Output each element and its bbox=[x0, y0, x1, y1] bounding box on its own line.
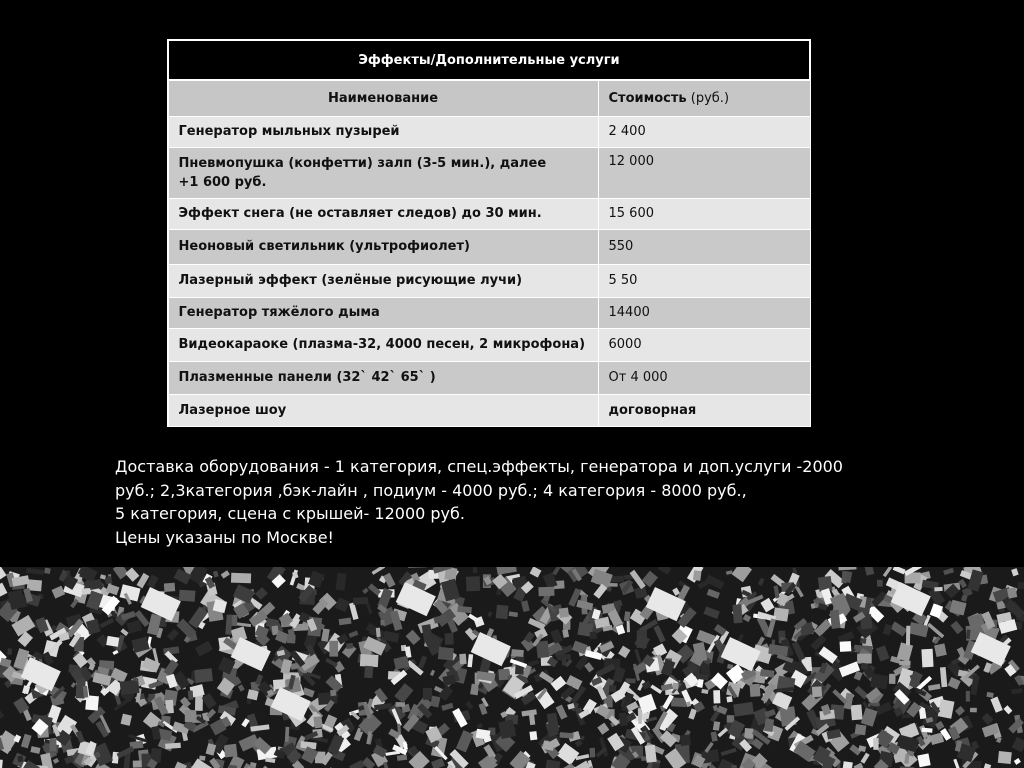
row-cost: 5 50 bbox=[598, 264, 810, 297]
row-cost: 14400 bbox=[598, 297, 810, 328]
price-table bbox=[167, 39, 811, 427]
table-row bbox=[168, 394, 810, 426]
row-name: Плазменные панели (32` 42` 65` ) bbox=[168, 361, 598, 394]
confetti-image bbox=[0, 567, 1024, 768]
notes-line-1: Доставка оборудования - 1 категория, спец.эффекты, генератора и доп.услуги -2000 bbox=[115, 457, 843, 476]
row-name: Пневмопушка (конфетти) залп (3-5 мин.), далее +1 600 руб. bbox=[168, 147, 598, 198]
row-cost: 12 000 bbox=[598, 147, 810, 198]
table-title: Эффекты/Дополнительные услуги bbox=[168, 40, 810, 80]
row-name: Эффект снега (не оставляет следов) до 30 мин. bbox=[168, 198, 598, 229]
table-row bbox=[168, 116, 810, 147]
header-cost bbox=[598, 80, 810, 116]
notes-line-2: руб.; 2,3категория ,бэк-лайн , подиум - 4000 руб.; 4 категория - 8000 руб., bbox=[115, 480, 747, 500]
table-row bbox=[168, 264, 810, 297]
row-cost: 550 bbox=[598, 229, 810, 264]
row-name: Видеокараоке (плазма-32, 4000 песен, 2 микрофона) bbox=[168, 328, 598, 361]
notes-line-3: 5 категория, сцена с крышей- 12000 руб. bbox=[115, 504, 465, 523]
confetti-photo bbox=[0, 567, 1024, 768]
table-row bbox=[168, 328, 810, 361]
header-cost-label: Стоимость bbox=[608, 90, 687, 106]
row-cost: 15 600 bbox=[598, 198, 810, 229]
row-name: Генератор тяжёлого дыма bbox=[168, 297, 598, 328]
row-name: Неоновый светильник (ультрофиолет) bbox=[168, 229, 598, 264]
table-row bbox=[168, 198, 810, 229]
table-row bbox=[168, 229, 810, 264]
row-cost: договорная bbox=[598, 394, 810, 426]
row-cost: 6000 bbox=[598, 328, 810, 361]
table-row bbox=[168, 361, 810, 394]
row-cost: 2 400 bbox=[598, 116, 810, 147]
row-name: Лазерное шоу bbox=[168, 394, 598, 426]
delivery-notes bbox=[115, 455, 915, 549]
table-title-row bbox=[168, 40, 810, 80]
table-row bbox=[168, 297, 810, 328]
row-cost: От 4 000 bbox=[598, 361, 810, 394]
table-header-row bbox=[168, 80, 810, 116]
notes-line-4: Цены указаны по Москве! bbox=[115, 527, 334, 547]
header-cost-unit: (руб.) bbox=[686, 90, 730, 106]
table-row bbox=[168, 147, 810, 198]
row-name: Лазерный эффект (зелёные рисующие лучи) bbox=[168, 264, 598, 297]
header-name: Наименование bbox=[168, 80, 598, 116]
row-name: Генератор мыльных пузырей bbox=[168, 116, 598, 147]
